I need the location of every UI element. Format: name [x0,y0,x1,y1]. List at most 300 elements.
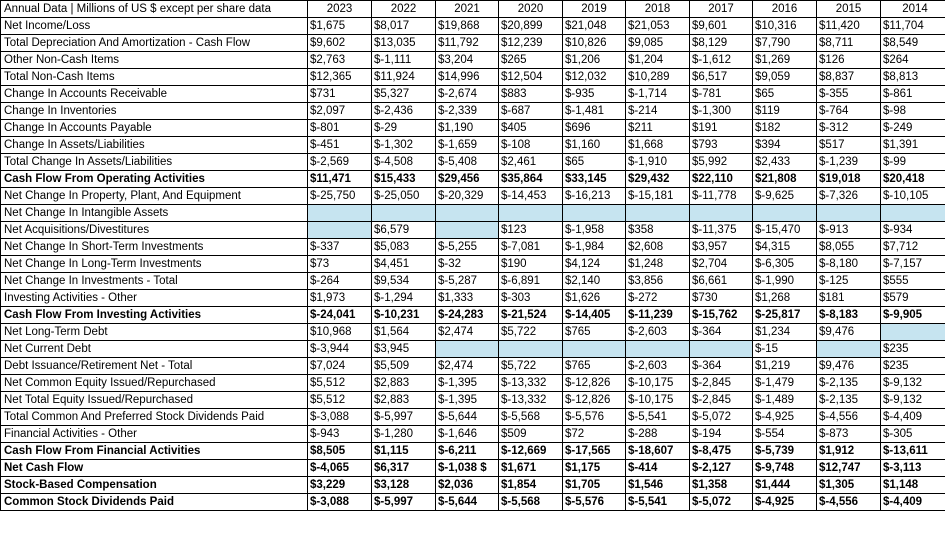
value-cell[interactable]: $9,476 [817,358,881,375]
value-cell[interactable]: $1,705 [563,477,626,494]
value-cell[interactable]: $-1,646 [436,426,499,443]
value-cell[interactable]: $-873 [817,426,881,443]
value-cell[interactable]: $-4,556 [817,409,881,426]
row-label-cell[interactable]: Total Non-Cash Items [1,69,308,86]
value-cell[interactable]: $-125 [817,273,881,290]
value-cell[interactable]: $10,968 [308,324,372,341]
value-cell[interactable]: $5,992 [690,154,753,171]
value-cell[interactable]: $-861 [881,86,945,103]
value-cell[interactable]: $2,097 [308,103,372,120]
value-cell[interactable]: $3,229 [308,477,372,494]
value-cell[interactable]: $-801 [308,120,372,137]
empty-value-cell[interactable] [626,205,690,222]
value-cell[interactable]: $9,059 [753,69,817,86]
row-label-cell[interactable]: Total Common And Preferred Stock Dividends Paid [1,409,308,426]
value-cell[interactable]: $-5,255 [436,239,499,256]
value-cell[interactable]: $19,018 [817,171,881,188]
value-cell[interactable]: $-4,556 [817,494,881,511]
value-cell[interactable]: $-5,576 [563,409,626,426]
value-cell[interactable]: $-249 [881,120,945,137]
value-cell[interactable]: $1,854 [499,477,563,494]
value-cell[interactable]: $265 [499,52,563,69]
value-cell[interactable]: $-29 [372,120,436,137]
value-cell[interactable]: $-1,111 [372,52,436,69]
row-label-cell[interactable]: Change In Assets/Liabilities [1,137,308,154]
value-cell[interactable]: $-9,625 [753,188,817,205]
value-cell[interactable]: $-17,565 [563,443,626,460]
value-cell[interactable]: $2,704 [690,256,753,273]
value-cell[interactable]: $11,792 [436,35,499,52]
row-label-cell[interactable]: Net Change In Property, Plant, And Equipment [1,188,308,205]
value-cell[interactable]: $123 [499,222,563,239]
value-cell[interactable]: $8,711 [817,35,881,52]
value-cell[interactable]: $73 [308,256,372,273]
value-cell[interactable]: $-5,072 [690,409,753,426]
value-cell[interactable]: $1,190 [436,120,499,137]
value-cell[interactable]: $10,316 [753,18,817,35]
value-cell[interactable]: $235 [881,341,945,358]
row-label-cell[interactable]: Other Non-Cash Items [1,52,308,69]
value-cell[interactable]: $-10,175 [626,392,690,409]
year-header-cell[interactable]: 2018 [626,1,690,18]
value-cell[interactable]: $10,289 [626,69,690,86]
row-label-cell[interactable]: Cash Flow From Operating Activities [1,171,308,188]
value-cell[interactable]: $579 [881,290,945,307]
value-cell[interactable]: $11,704 [881,18,945,35]
value-cell[interactable]: $21,808 [753,171,817,188]
value-cell[interactable]: $765 [563,358,626,375]
value-cell[interactable]: $-10,231 [372,307,436,324]
value-cell[interactable]: $-355 [817,86,881,103]
value-cell[interactable]: $5,722 [499,324,563,341]
value-cell[interactable]: $11,420 [817,18,881,35]
empty-value-cell[interactable] [372,205,436,222]
value-cell[interactable]: $1,671 [499,460,563,477]
value-cell[interactable]: $4,315 [753,239,817,256]
value-cell[interactable]: $1,333 [436,290,499,307]
value-cell[interactable]: $-4,409 [881,494,945,511]
value-cell[interactable]: $-2,845 [690,375,753,392]
value-cell[interactable]: $1,675 [308,18,372,35]
value-cell[interactable]: $65 [563,154,626,171]
value-cell[interactable]: $1,206 [563,52,626,69]
value-cell[interactable]: $-364 [690,358,753,375]
value-cell[interactable]: $8,017 [372,18,436,35]
value-cell[interactable]: $-1,489 [753,392,817,409]
value-cell[interactable]: $-5,541 [626,494,690,511]
empty-value-cell[interactable] [817,341,881,358]
row-label-cell[interactable]: Total Depreciation And Amortization - Cash Flow [1,35,308,52]
value-cell[interactable]: $-11,778 [690,188,753,205]
value-cell[interactable]: $-1,612 [690,52,753,69]
value-cell[interactable]: $2,883 [372,392,436,409]
value-cell[interactable]: $358 [626,222,690,239]
value-cell[interactable]: $-288 [626,426,690,443]
value-cell[interactable]: $-7,081 [499,239,563,256]
value-cell[interactable]: $3,204 [436,52,499,69]
row-label-cell[interactable]: Net Long-Term Debt [1,324,308,341]
year-header-cell[interactable]: 2019 [563,1,626,18]
value-cell[interactable]: $-2,436 [372,103,436,120]
value-cell[interactable]: $4,451 [372,256,436,273]
value-cell[interactable]: $-2,135 [817,375,881,392]
value-cell[interactable]: $20,899 [499,18,563,35]
value-cell[interactable]: $8,549 [881,35,945,52]
value-cell[interactable]: $6,317 [372,460,436,477]
value-cell[interactable]: $9,476 [817,324,881,341]
value-cell[interactable]: $-8,180 [817,256,881,273]
value-cell[interactable]: $-14,453 [499,188,563,205]
value-cell[interactable]: $-7,157 [881,256,945,273]
value-cell[interactable]: $7,712 [881,239,945,256]
value-cell[interactable]: $-5,287 [436,273,499,290]
row-label-cell[interactable]: Financial Activities - Other [1,426,308,443]
value-cell[interactable]: $9,534 [372,273,436,290]
value-cell[interactable]: $-99 [881,154,945,171]
value-cell[interactable]: $-303 [499,290,563,307]
value-cell[interactable]: $-11,375 [690,222,753,239]
value-cell[interactable]: $1,668 [626,137,690,154]
value-cell[interactable]: $-5,568 [499,409,563,426]
value-cell[interactable]: $-25,750 [308,188,372,205]
value-cell[interactable]: $696 [563,120,626,137]
row-label-cell[interactable]: Net Current Debt [1,341,308,358]
value-cell[interactable]: $1,564 [372,324,436,341]
value-cell[interactable]: $-5,408 [436,154,499,171]
row-label-cell[interactable]: Change In Accounts Receivable [1,86,308,103]
row-label-cell[interactable]: Net Cash Flow [1,460,308,477]
value-cell[interactable]: $-934 [881,222,945,239]
empty-value-cell[interactable] [436,205,499,222]
value-cell[interactable]: $-3,088 [308,409,372,426]
value-cell[interactable]: $-3,088 [308,494,372,511]
value-cell[interactable]: $264 [881,52,945,69]
value-cell[interactable]: $6,661 [690,273,753,290]
empty-value-cell[interactable] [499,341,563,358]
value-cell[interactable]: $-312 [817,120,881,137]
value-cell[interactable]: $1,626 [563,290,626,307]
value-cell[interactable]: $1,160 [563,137,626,154]
value-cell[interactable]: $-8,183 [817,307,881,324]
value-cell[interactable]: $1,912 [817,443,881,460]
value-cell[interactable]: $-12,826 [563,375,626,392]
value-cell[interactable]: $29,456 [436,171,499,188]
value-cell[interactable]: $-4,925 [753,409,817,426]
value-cell[interactable]: $-5,541 [626,409,690,426]
value-cell[interactable]: $793 [690,137,753,154]
value-cell[interactable]: $-24,283 [436,307,499,324]
value-cell[interactable]: $12,032 [563,69,626,86]
value-cell[interactable]: $517 [817,137,881,154]
value-cell[interactable]: $731 [308,86,372,103]
value-cell[interactable]: $-2,603 [626,358,690,375]
value-cell[interactable]: $2,036 [436,477,499,494]
value-cell[interactable]: $-9,132 [881,375,945,392]
value-cell[interactable]: $11,471 [308,171,372,188]
value-cell[interactable]: $119 [753,103,817,120]
value-cell[interactable]: $-15,762 [690,307,753,324]
value-cell[interactable]: $-2,135 [817,392,881,409]
value-cell[interactable]: $883 [499,86,563,103]
value-cell[interactable]: $-32 [436,256,499,273]
value-cell[interactable]: $-1,990 [753,273,817,290]
value-cell[interactable]: $2,608 [626,239,690,256]
value-cell[interactable]: $-4,925 [753,494,817,511]
value-cell[interactable]: $8,055 [817,239,881,256]
row-label-cell[interactable]: Net Common Equity Issued/Repurchased [1,375,308,392]
value-cell[interactable]: $405 [499,120,563,137]
value-cell[interactable]: $13,035 [372,35,436,52]
value-cell[interactable]: $1,175 [563,460,626,477]
value-cell[interactable]: $-1,479 [753,375,817,392]
year-header-cell[interactable]: 2014 [881,1,945,18]
value-cell[interactable]: $9,601 [690,18,753,35]
value-cell[interactable]: $5,512 [308,375,372,392]
value-cell[interactable]: $14,996 [436,69,499,86]
value-cell[interactable]: $1,115 [372,443,436,460]
value-cell[interactable]: $12,239 [499,35,563,52]
empty-value-cell[interactable] [436,341,499,358]
value-cell[interactable]: $-25,817 [753,307,817,324]
row-label-cell[interactable]: Stock-Based Compensation [1,477,308,494]
row-label-cell[interactable]: Cash Flow From Financial Activities [1,443,308,460]
value-cell[interactable]: $555 [881,273,945,290]
value-cell[interactable]: $8,505 [308,443,372,460]
value-cell[interactable]: $1,248 [626,256,690,273]
value-cell[interactable]: $21,048 [563,18,626,35]
value-cell[interactable]: $-6,305 [753,256,817,273]
year-header-cell[interactable]: 2023 [308,1,372,18]
row-label-cell[interactable]: Net Total Equity Issued/Repurchased [1,392,308,409]
value-cell[interactable]: $-5,997 [372,494,436,511]
value-cell[interactable]: $-272 [626,290,690,307]
value-cell[interactable]: $-3,113 [881,460,945,477]
value-cell[interactable]: $20,418 [881,171,945,188]
value-cell[interactable]: $2,461 [499,154,563,171]
empty-value-cell[interactable] [753,205,817,222]
value-cell[interactable]: $5,509 [372,358,436,375]
empty-value-cell[interactable] [563,205,626,222]
empty-value-cell[interactable] [690,205,753,222]
value-cell[interactable]: $2,140 [563,273,626,290]
empty-value-cell[interactable] [817,205,881,222]
empty-value-cell[interactable] [626,341,690,358]
value-cell[interactable]: $1,268 [753,290,817,307]
row-label-cell[interactable]: Change In Accounts Payable [1,120,308,137]
value-cell[interactable]: $-554 [753,426,817,443]
value-cell[interactable]: $-6,211 [436,443,499,460]
empty-value-cell[interactable] [499,205,563,222]
value-cell[interactable]: $12,747 [817,460,881,477]
value-cell[interactable]: $-15 [753,341,817,358]
value-cell[interactable]: $-13,332 [499,392,563,409]
value-cell[interactable]: $-2,339 [436,103,499,120]
value-cell[interactable]: $-108 [499,137,563,154]
value-cell[interactable]: $-194 [690,426,753,443]
value-cell[interactable]: $72 [563,426,626,443]
value-cell[interactable]: $3,945 [372,341,436,358]
value-cell[interactable]: $-1,395 [436,392,499,409]
value-cell[interactable]: $1,305 [817,477,881,494]
value-cell[interactable]: $-1,294 [372,290,436,307]
row-label-cell[interactable]: Debt Issuance/Retirement Net - Total [1,358,308,375]
value-cell[interactable]: $2,883 [372,375,436,392]
value-cell[interactable]: $22,110 [690,171,753,188]
value-cell[interactable]: $-24,041 [308,307,372,324]
value-cell[interactable]: $-1,280 [372,426,436,443]
value-cell[interactable]: $-305 [881,426,945,443]
value-cell[interactable]: $-15,181 [626,188,690,205]
value-cell[interactable]: $-16,213 [563,188,626,205]
row-label-cell[interactable]: Common Stock Dividends Paid [1,494,308,511]
value-cell[interactable]: $10,826 [563,35,626,52]
value-cell[interactable]: $-21,524 [499,307,563,324]
value-cell[interactable]: $7,790 [753,35,817,52]
value-cell[interactable]: $1,358 [690,477,753,494]
value-cell[interactable]: $3,856 [626,273,690,290]
value-cell[interactable]: $35,864 [499,171,563,188]
row-label-cell[interactable]: Net Change In Long-Term Investments [1,256,308,273]
value-cell[interactable]: $-3,944 [308,341,372,358]
value-cell[interactable]: $765 [563,324,626,341]
value-cell[interactable]: $-781 [690,86,753,103]
value-cell[interactable]: $181 [817,290,881,307]
value-cell[interactable]: $-7,326 [817,188,881,205]
value-cell[interactable]: $126 [817,52,881,69]
value-cell[interactable]: $12,365 [308,69,372,86]
value-cell[interactable]: $9,602 [308,35,372,52]
value-cell[interactable]: $-414 [626,460,690,477]
value-cell[interactable]: $-5,576 [563,494,626,511]
value-cell[interactable]: $-4,508 [372,154,436,171]
value-cell[interactable]: $1,219 [753,358,817,375]
value-cell[interactable]: $4,124 [563,256,626,273]
value-cell[interactable]: $21,053 [626,18,690,35]
value-cell[interactable]: $-1,984 [563,239,626,256]
value-cell[interactable]: $-2,674 [436,86,499,103]
empty-value-cell[interactable] [308,222,372,239]
value-cell[interactable]: $-5,739 [753,443,817,460]
value-cell[interactable]: $7,024 [308,358,372,375]
value-cell[interactable]: $-18,607 [626,443,690,460]
value-cell[interactable]: $191 [690,120,753,137]
year-header-cell[interactable]: 2022 [372,1,436,18]
value-cell[interactable]: $-12,669 [499,443,563,460]
empty-value-cell[interactable] [308,205,372,222]
value-cell[interactable]: $182 [753,120,817,137]
value-cell[interactable]: $-9,748 [753,460,817,477]
value-cell[interactable]: $6,579 [372,222,436,239]
value-cell[interactable]: $2,763 [308,52,372,69]
value-cell[interactable]: $1,204 [626,52,690,69]
value-cell[interactable]: $-1,481 [563,103,626,120]
year-header-cell[interactable]: 2015 [817,1,881,18]
value-cell[interactable]: $-337 [308,239,372,256]
value-cell[interactable]: $-9,905 [881,307,945,324]
year-header-cell[interactable]: 2020 [499,1,563,18]
value-cell[interactable]: $-14,405 [563,307,626,324]
year-header-cell[interactable]: 2017 [690,1,753,18]
empty-value-cell[interactable] [881,205,945,222]
value-cell[interactable]: $-2,845 [690,392,753,409]
value-cell[interactable]: $-13,611 [881,443,945,460]
value-cell[interactable]: $-1,300 [690,103,753,120]
row-label-cell[interactable]: Investing Activities - Other [1,290,308,307]
value-cell[interactable]: $-943 [308,426,372,443]
value-cell[interactable]: $509 [499,426,563,443]
value-cell[interactable]: $235 [881,358,945,375]
value-cell[interactable]: $3,957 [690,239,753,256]
value-cell[interactable]: $-11,239 [626,307,690,324]
value-cell[interactable]: $-4,065 [308,460,372,477]
value-cell[interactable]: $1,234 [753,324,817,341]
value-cell[interactable]: $-20,329 [436,188,499,205]
value-cell[interactable]: $1,973 [308,290,372,307]
value-cell[interactable]: $-1,395 [436,375,499,392]
value-cell[interactable]: $-1,659 [436,137,499,154]
value-cell[interactable]: $-5,644 [436,494,499,511]
row-label-cell[interactable]: Net Acquisitions/Divestitures [1,222,308,239]
value-cell[interactable]: $-364 [690,324,753,341]
value-cell[interactable]: $65 [753,86,817,103]
value-cell[interactable]: $-6,891 [499,273,563,290]
value-cell[interactable]: $29,432 [626,171,690,188]
value-cell[interactable]: $190 [499,256,563,273]
value-cell[interactable]: $-5,568 [499,494,563,511]
value-cell[interactable]: $-25,050 [372,188,436,205]
value-cell[interactable]: $-1,302 [372,137,436,154]
value-cell[interactable]: $1,391 [881,137,945,154]
value-cell[interactable]: $5,083 [372,239,436,256]
empty-value-cell[interactable] [690,341,753,358]
value-cell[interactable]: $394 [753,137,817,154]
value-cell[interactable]: $5,327 [372,86,436,103]
value-cell[interactable]: $12,504 [499,69,563,86]
row-label-cell[interactable]: Cash Flow From Investing Activities [1,307,308,324]
value-cell[interactable]: $1,269 [753,52,817,69]
value-cell[interactable]: $-2,569 [308,154,372,171]
year-header-cell[interactable]: 2021 [436,1,499,18]
value-cell[interactable]: $-4,409 [881,409,945,426]
value-cell[interactable]: $-8,475 [690,443,753,460]
value-cell[interactable]: $-5,072 [690,494,753,511]
value-cell[interactable]: $730 [690,290,753,307]
value-cell[interactable]: $-9,132 [881,392,945,409]
value-cell[interactable]: $-1,910 [626,154,690,171]
value-cell[interactable]: $-1,958 [563,222,626,239]
value-cell[interactable]: $5,512 [308,392,372,409]
value-cell[interactable]: $-935 [563,86,626,103]
value-cell[interactable]: $-13,332 [499,375,563,392]
value-cell[interactable]: $-687 [499,103,563,120]
value-cell[interactable]: $33,145 [563,171,626,188]
value-cell[interactable]: $-214 [626,103,690,120]
value-cell[interactable]: $-98 [881,103,945,120]
value-cell[interactable]: $2,474 [436,358,499,375]
value-cell[interactable]: $-10,175 [626,375,690,392]
value-cell[interactable]: $-264 [308,273,372,290]
value-cell[interactable]: $1,546 [626,477,690,494]
value-cell[interactable]: $-2,127 [690,460,753,477]
header-label-cell[interactable]: Annual Data | Millions of US $ except per share data [1,1,308,18]
row-label-cell[interactable]: Change In Inventories [1,103,308,120]
empty-value-cell[interactable] [563,341,626,358]
value-cell[interactable]: $2,474 [436,324,499,341]
value-cell[interactable]: $11,924 [372,69,436,86]
value-cell[interactable]: $-5,644 [436,409,499,426]
value-cell[interactable]: $211 [626,120,690,137]
value-cell[interactable]: $-12,826 [563,392,626,409]
